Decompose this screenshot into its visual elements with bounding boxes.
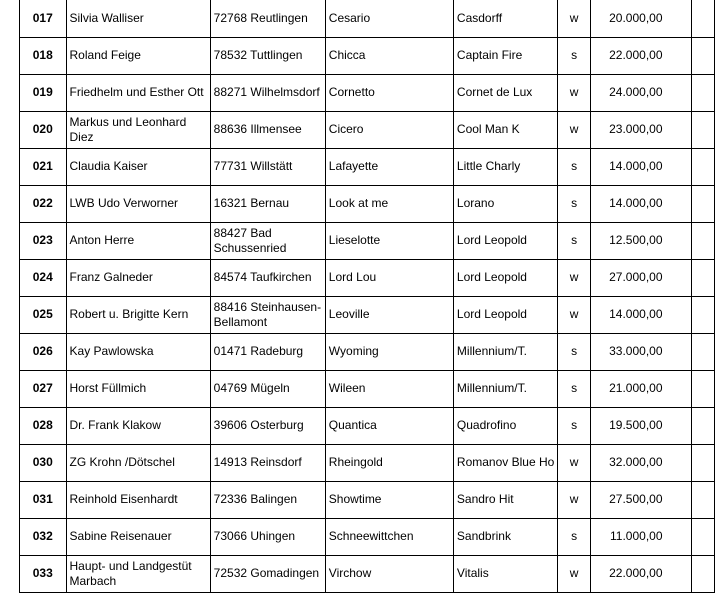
table-row [20, 481, 715, 518]
horse-name-cell: Lord Lou [325, 259, 453, 296]
table-row [20, 555, 715, 592]
sire-cell: Millennium/T. [453, 370, 557, 407]
sex-cell: s [558, 185, 591, 222]
city-cell: 04769 Mügeln [210, 370, 325, 407]
sire-cell: Sandro Hit [453, 481, 557, 518]
sex-cell: w [558, 296, 591, 333]
table-row [20, 259, 715, 296]
empty-cell [691, 0, 715, 37]
empty-cell [691, 148, 715, 185]
horse-name-cell: Schneewittchen [325, 518, 453, 555]
price-cell: 32.000,00 [590, 444, 691, 481]
lot-number-cell: 031 [20, 481, 67, 518]
owner-cell: Dr. Frank Klakow [66, 407, 210, 444]
price-cell: 21.000,00 [590, 370, 691, 407]
sex-cell: s [558, 407, 591, 444]
empty-cell [691, 222, 715, 259]
empty-cell [691, 444, 715, 481]
empty-cell [691, 185, 715, 222]
horse-name-cell: Lieselotte [325, 222, 453, 259]
sire-cell: Quadrofino [453, 407, 557, 444]
price-cell: 14.000,00 [590, 148, 691, 185]
horse-name-cell: Showtime [325, 481, 453, 518]
price-cell: 19.500,00 [590, 407, 691, 444]
price-cell: 33.000,00 [590, 333, 691, 370]
city-cell: 16321 Bernau [210, 185, 325, 222]
table-row [20, 518, 715, 555]
price-cell: 12.500,00 [590, 222, 691, 259]
owner-cell: Reinhold Eisenhardt [66, 481, 210, 518]
price-cell: 24.000,00 [590, 74, 691, 111]
owner-cell: Friedhelm und Esther Ott [66, 74, 210, 111]
city-cell: 88427 Bad Schussenried [210, 222, 325, 259]
sire-cell: Casdorff [453, 0, 557, 37]
price-cell: 22.000,00 [590, 37, 691, 74]
horse-name-cell: Virchow [325, 555, 453, 592]
horse-name-cell: Quantica [325, 407, 453, 444]
sex-cell: w [558, 111, 591, 148]
sire-cell: Vitalis [453, 555, 557, 592]
owner-cell: Franz Galneder [66, 259, 210, 296]
owner-cell: Sabine Reisenauer [66, 518, 210, 555]
lot-number-cell: 033 [20, 555, 67, 592]
horse-name-cell: Cesario [325, 0, 453, 37]
empty-cell [691, 296, 715, 333]
horse-name-cell: Look at me [325, 185, 453, 222]
sire-cell: Sandbrink [453, 518, 557, 555]
horse-name-cell: Lafayette [325, 148, 453, 185]
horse-name-cell: Cornetto [325, 74, 453, 111]
table-row [20, 333, 715, 370]
city-cell: 78532 Tuttlingen [210, 37, 325, 74]
empty-cell [691, 259, 715, 296]
owner-cell: Roland Feige [66, 37, 210, 74]
table-row [20, 148, 715, 185]
owner-cell: Robert u. Brigitte Kern [66, 296, 210, 333]
price-cell: 27.500,00 [590, 481, 691, 518]
owner-cell: Anton Herre [66, 222, 210, 259]
city-cell: 14913 Reinsdorf [210, 444, 325, 481]
city-cell: 72336 Balingen [210, 481, 325, 518]
price-cell: 20.000,00 [590, 0, 691, 37]
table-row [20, 407, 715, 444]
city-cell: 88636 Illmensee [210, 111, 325, 148]
city-cell: 88416 Steinhausen-Bellamont [210, 296, 325, 333]
table-row [20, 370, 715, 407]
price-cell: 27.000,00 [590, 259, 691, 296]
city-cell: 84574 Taufkirchen [210, 259, 325, 296]
sex-cell: s [558, 222, 591, 259]
empty-cell [691, 370, 715, 407]
lot-number-cell: 026 [20, 333, 67, 370]
empty-cell [691, 518, 715, 555]
lot-number-cell: 030 [20, 444, 67, 481]
price-cell: 14.000,00 [590, 296, 691, 333]
sire-cell: Lorano [453, 185, 557, 222]
sex-cell: s [558, 518, 591, 555]
sire-cell: Cornet de Lux [453, 74, 557, 111]
table-row [20, 111, 715, 148]
table-row [20, 444, 715, 481]
sire-cell: Lord Leopold [453, 222, 557, 259]
sire-cell: Romanov Blue Ho [453, 444, 557, 481]
sire-cell: Cool Man K [453, 111, 557, 148]
sex-cell: w [558, 555, 591, 592]
owner-cell: ZG Krohn /Dötschel [66, 444, 210, 481]
table-row [20, 185, 715, 222]
lot-number-cell: 020 [20, 111, 67, 148]
price-cell: 14.000,00 [590, 185, 691, 222]
owner-cell: Claudia Kaiser [66, 148, 210, 185]
table-row [20, 0, 715, 37]
price-cell: 23.000,00 [590, 111, 691, 148]
horse-name-cell: Wyoming [325, 333, 453, 370]
table-body [20, 0, 715, 592]
table-row [20, 74, 715, 111]
empty-cell [691, 407, 715, 444]
city-cell: 72768 Reutlingen [210, 0, 325, 37]
city-cell: 73066 Uhingen [210, 518, 325, 555]
empty-cell [691, 111, 715, 148]
empty-cell [691, 481, 715, 518]
horse-name-cell: Chicca [325, 37, 453, 74]
table-row [20, 222, 715, 259]
sire-cell: Lord Leopold [453, 296, 557, 333]
owner-cell: Silvia Walliser [66, 0, 210, 37]
lot-number-cell: 027 [20, 370, 67, 407]
owner-cell: Horst Füllmich [66, 370, 210, 407]
price-cell: 22.000,00 [590, 555, 691, 592]
table-row [20, 37, 715, 74]
lot-number-cell: 032 [20, 518, 67, 555]
lot-number-cell: 022 [20, 185, 67, 222]
sex-cell: w [558, 444, 591, 481]
horse-name-cell: Rheingold [325, 444, 453, 481]
lot-number-cell: 028 [20, 407, 67, 444]
sire-cell: Little Charly [453, 148, 557, 185]
lot-number-cell: 019 [20, 74, 67, 111]
owner-cell: LWB Udo Verworner [66, 185, 210, 222]
lot-number-cell: 023 [20, 222, 67, 259]
sex-cell: s [558, 333, 591, 370]
auction-results-table [19, 0, 715, 593]
owner-cell: Markus und Leonhard Diez [66, 111, 210, 148]
lot-number-cell: 025 [20, 296, 67, 333]
sire-cell: Captain Fire [453, 37, 557, 74]
sex-cell: s [558, 148, 591, 185]
lot-number-cell: 024 [20, 259, 67, 296]
sex-cell: s [558, 37, 591, 74]
city-cell: 72532 Gomadingen [210, 555, 325, 592]
sex-cell: w [558, 481, 591, 518]
sex-cell: s [558, 370, 591, 407]
sire-cell: Lord Leopold [453, 259, 557, 296]
horse-name-cell: Cicero [325, 111, 453, 148]
horse-name-cell: Leoville [325, 296, 453, 333]
empty-cell [691, 555, 715, 592]
city-cell: 39606 Osterburg [210, 407, 325, 444]
city-cell: 88271 Wilhelmsdorf [210, 74, 325, 111]
lot-number-cell: 017 [20, 0, 67, 37]
table-row [20, 296, 715, 333]
city-cell: 01471 Radeburg [210, 333, 325, 370]
owner-cell: Kay Pawlowska [66, 333, 210, 370]
lot-number-cell: 018 [20, 37, 67, 74]
empty-cell [691, 37, 715, 74]
price-cell: 11.000,00 [590, 518, 691, 555]
empty-cell [691, 333, 715, 370]
sex-cell: w [558, 74, 591, 111]
city-cell: 77731 Willstätt [210, 148, 325, 185]
horse-name-cell: Wileen [325, 370, 453, 407]
owner-cell: Haupt- und Landgestüt Marbach [66, 555, 210, 592]
lot-number-cell: 021 [20, 148, 67, 185]
sire-cell: Millennium/T. [453, 333, 557, 370]
sex-cell: w [558, 259, 591, 296]
sex-cell: w [558, 0, 591, 37]
empty-cell [691, 74, 715, 111]
